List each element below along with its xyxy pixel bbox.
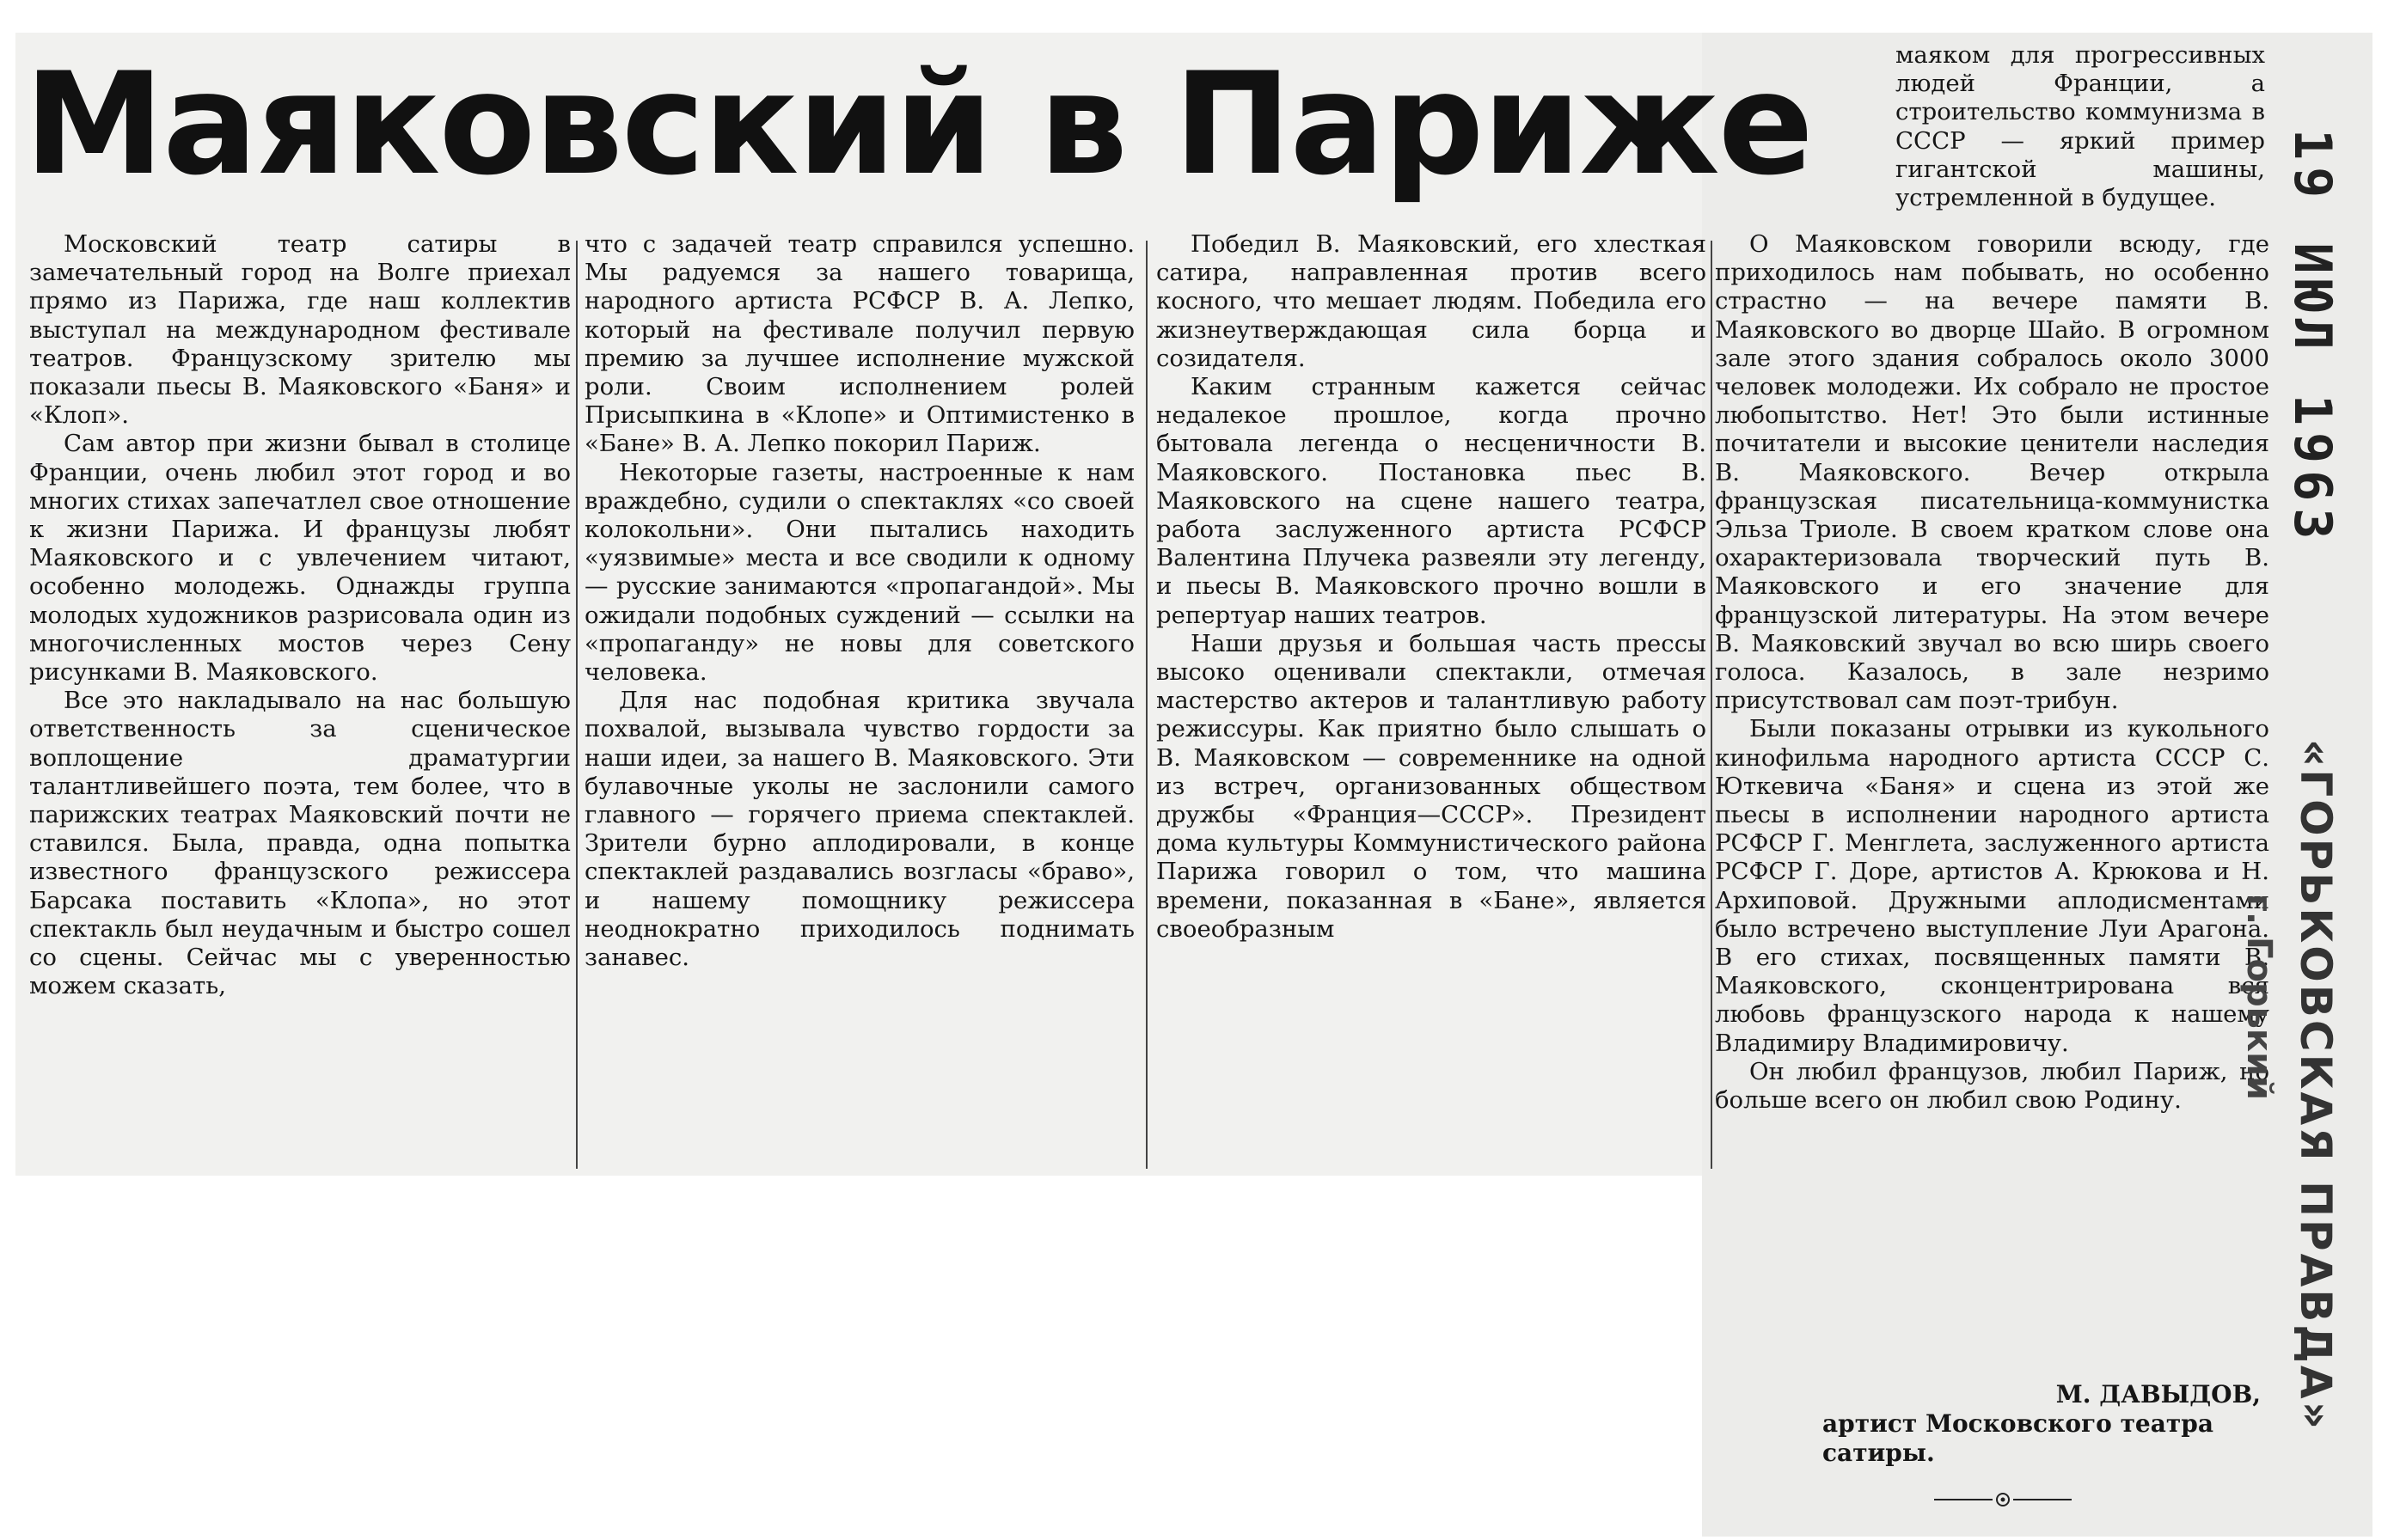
author-signature — [1797, 1380, 2261, 1468]
article-column-2 — [585, 230, 1135, 1176]
author-role: артист Московского театра сатиры. — [1822, 1409, 2213, 1467]
paragraph: Он любил французов, любил Париж, но больше всего он любил свою Родину. — [1715, 1057, 2269, 1115]
paragraph: Каким странным кажется сейчас недалекое прошлое, когда прочно бытовала легенда о несценичности В. Маяковского. Постановка пьес В. Маяковского на сцене нашего театра, работа заслуженного артиста РСФСР Валентина Плучека развеяли эту легенду, и пьесы В. Маяковского прочно вошли в репертуар наших театров. — [1156, 373, 1706, 629]
article-column-3 — [1156, 230, 1706, 1176]
column-divider — [576, 241, 578, 1169]
article-column-1 — [29, 230, 571, 1176]
article-column-top-right — [1895, 41, 2265, 230]
date-stamp: 19 ИЮЛ 1963 — [2282, 129, 2342, 547]
paragraph: Сам автор при жизни бывал в столице Франции, очень любил этот город и во многих стихах запечатлел свое отношение к жизни Парижа. И французы любят Маяковского и с увлечением читают, особенно молодежь. Однажды группа молодых художников разрисовала один из многочисленных мостов через Сену рисунками В. Маяковского. — [29, 430, 571, 687]
paragraph: маяком для прогрессивных людей Франции, а строительство коммунизма в СССР — яркий пример гигантской машины, устремленной в будущее. — [1895, 41, 2265, 212]
paragraph: Все это накладывало на нас большую ответственность за сценическое воплощение драматургии талантливейшего поэта, тем более, что в парижских театрах Маяковский почти не ставился. Была, правда, одна попытка известного французского режиссера Барсака поставить «Клопа», но этот спектакль был неудачным и быстро сошел со сцены. Сейчас мы с уверенностью можем сказать, — [29, 687, 571, 1000]
paragraph: Были показаны отрывки из кукольного кинофильма народного артиста СССР С. Юткевича «Баня» и сцена из этой же пьесы в исполнении народного артиста РСФСР Г. Менглета, заслуженного артиста РСФСР Г. Доре, артистов А. Крюкова и Н. Архиповой. Дружными аплодисментами было встречено выступление Луи Арагона. В его стихах, посвященных памяти В. Маяковского, сконцентрирована вся любовь французского народа к нашему Владимиру Владимировичу. — [1715, 715, 2269, 1057]
paragraph: Московский театр сатиры в замечательный город на Волге приехал прямо из Парижа, где наш коллектив выступал на международном фестивале театров. Французскому зрителю мы показали пьесы В. Маяковского «Баня» и «Клоп». — [29, 230, 571, 430]
paragraph: Победил В. Маяковский, его хлесткая сатира, направленная против всего косного, что мешает людям. Победила его жизнеутверждающая сила борца и созидателя. — [1156, 230, 1706, 372]
paragraph: Некоторые газеты, настроенные к нам враждебно, судили о спектаклях «со своей колокольни». Они пытались находить «уязвимые» места и все сводили к одному — русские занимаются «пропагандой». Мы ожидали подобных суждений — ссылки на «пропаганду» не новы для советского человека. — [585, 458, 1135, 687]
paragraph: О Маяковском говорили всюду, где приходилось нам побывать, но особенно страстно — на вечере памяти В. Маяковского во дворце Шайо. В огромном зале этого здания собралось около 3000 человек молодежи. Их собрало не простое любопытство. Нет! Это были истинные почитатели и высокие ценители наследия В. Маяковского. Вечер открыла французская писательница-коммунистка Эльза Триоле. В своем кратком слове она охарактеризовала творческий путь В. Маяковского и его значение для французской литературы. На этом вечере В. Маяковский звучал во всю ширь своего голоса. Казалось, в зале незримо присутствовал сам поэт-трибун. — [1715, 230, 2269, 715]
column-divider — [1711, 241, 1712, 1169]
end-ornament-icon — [1934, 1491, 2072, 1508]
city-stamp: г. Горький — [2239, 894, 2279, 1101]
article-column-4 — [1715, 230, 2269, 1348]
author-name: М. ДАВЫДОВ, — [2055, 1380, 2261, 1409]
article-headline: Маяковский в Париже — [24, 42, 1812, 206]
paragraph: что с задачей театр справился успешно. Мы радуемся за нашего товарища, народного артиста РСФСР В. А. Лепко, который на фестивале получил первую премию за лучшее исполнение мужской роли. Своим исполнением ролей Присыпкина в «Клопе» и Оптимистенко в «Бане» В. А. Лепко покорил Париж. — [585, 230, 1135, 458]
newspaper-name-stamp: «ГОРЬКОВСКАЯ ПРАВДА» — [2291, 739, 2341, 1432]
paragraph: Для нас подобная критика звучала похвалой, вызывала чувство гордости за наши идеи, за нашего В. Маяковского. Эти булавочные уколы не заслонили самого главного — горячего приема спектаклей. Зрители бурно аплодировали, в конце спектаклей раздавались возгласы «браво», и нашему помощнику режиссера неоднократно приходилось поднимать занавес. — [585, 687, 1135, 972]
paragraph: Наши друзья и большая часть прессы высоко оценивали спектакли, отмечая мастерство актеров и талантливую работу режиссуры. Как приятно было слышать о В. Маяковском — современнике на одной из встреч, организованных обществом дружбы «Франция—СССР». Президент дома культуры Коммунистического района Парижа говорил о том, что машина времени, показанная в «Бане», является своеобразным — [1156, 629, 1706, 943]
column-divider — [1146, 241, 1148, 1169]
